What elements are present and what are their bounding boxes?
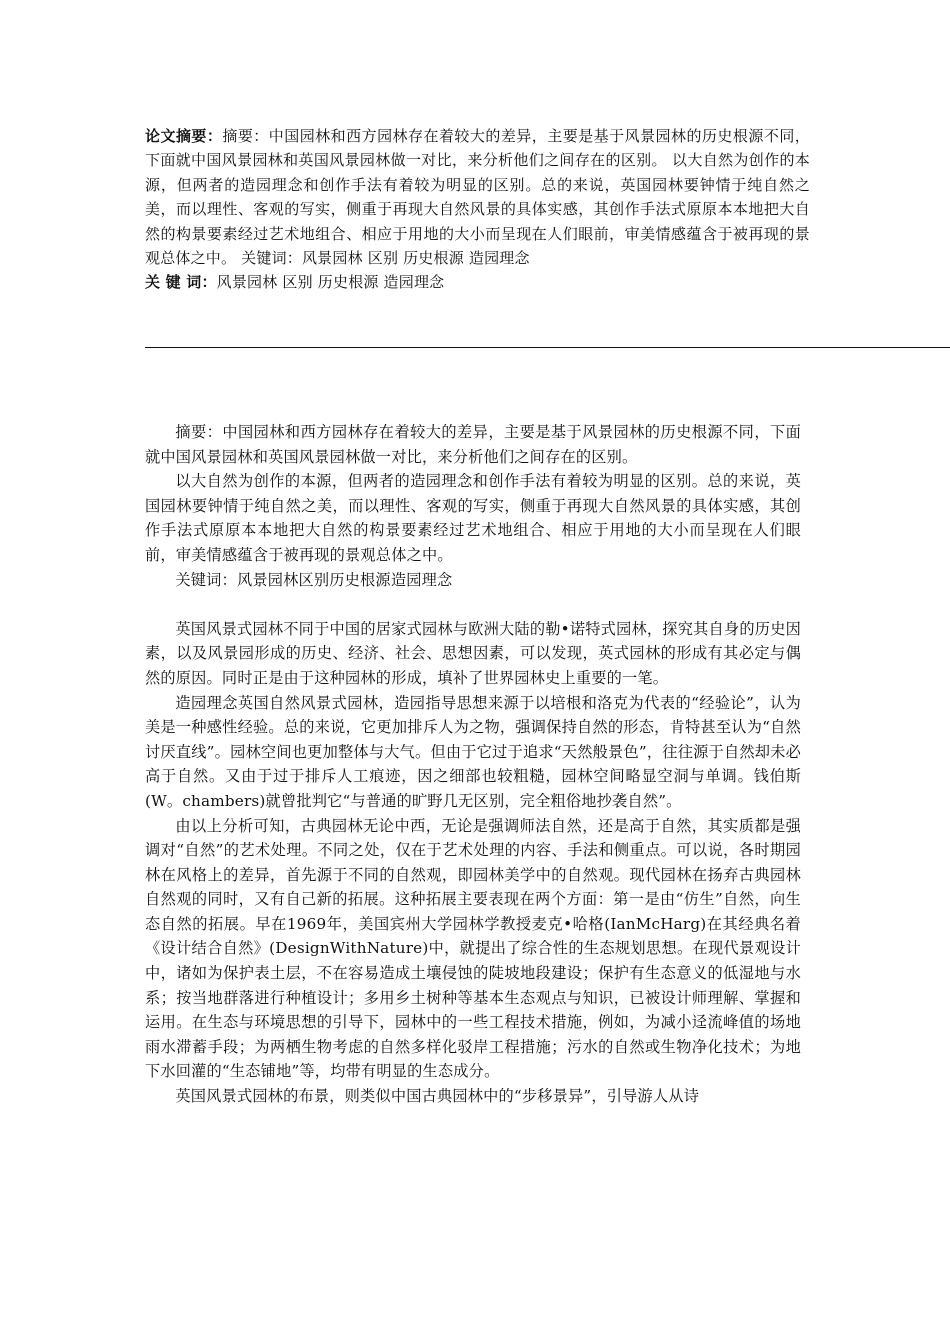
body-paragraph-abstract: 摘要：中国园林和西方园林存在着较大的差异，主要是基于风景园林的历史根源不同，下面就中国风景园林和英国风景园林做一对比，来分析他们之间存在的区别。 <box>145 423 801 466</box>
body-paragraph-design-concept: 造园理念英国自然风景式园林，造园指导思想来源于以培根和洛克为代表的“经验论”，认为美是一种感性经验。总的来说，它更加排斥人为之物，强调保持自然的形态，肯特甚至认为“自然讨厌直线”。园林空间也更加整体与大气。但由于它过于追求“天然般景色”，往往源于自然却未必高于自然。又由于过于排斥人工痕迹，因之细部也较粗糙，园林空间略显空洞与单调。钱伯斯(W。chambers)就曾批判它“与普通的旷野几无区别，完全粗俗地抄袭自然”。 <box>145 693 801 810</box>
keywords-line <box>145 270 810 294</box>
section-divider <box>145 347 950 348</box>
keywords-text: 风景园林 区别 历史根源 造园理念 <box>216 273 445 292</box>
keywords-label: 关 键 词： <box>145 273 217 292</box>
summary-text: 摘要：中国园林和西方园林存在着较大的差异，主要是基于风景园林的历史根源不同，下面就中国风景园林和英国风景园林做一对比，来分析他们之间存在的区别。 以大自然为创作的本源，但两者的造园理念和创作手法有着较为明显的区别。总的来说，英国园林要钟情于纯自然之美，而以理性、客观的写实，侧重于再现大自然风景的具体实感，其创作手法式原原本本地把大自然的构景要素经过艺术地组合、相应于用地的大小而呈现在人们眼前，审美情感蕴含于被再现的景观总体之中。 关键词：风景园林 区别 历史根源 造园理念 <box>145 127 810 268</box>
summary-paragraph <box>145 124 810 270</box>
body-paragraph-nature-view: 由以上分析可知，古典园林无论中西，无论是强调师法自然，还是高于自然，其实质都是强调对“自然”的艺术处理。不同之处，仅在于艺术处理的内容、手法和侧重点。可以说，各时期园林在风格上的差异，首先源于不同的自然观，即园林美学中的自然观。现代园林在扬弃古典园林自然观的同时，又有自己新的拓展。这种拓展主要表现在两个方面：第一是由“仿生”自然，向生态自然的拓展。早在1969年，美国宾州大学园林学教授麦克•哈格(IanMcHarg)在其经典名着《设计结合自然》(DesignWithNature)中，就提出了综合性的生态规划思想。在现代景观设计中，诸如为保护表土层，不在容易造成土壤侵蚀的陡坡地段建设；保护有生态意义的低湿地与水系；按当地群落进行种植设计；多用乡土树种等基本生态观点与知识，已被设计师理解、掌握和运用。在生态与环境思想的引导下，园林中的一些工程技术措施，例如，为减小迳流峰值的场地雨水滞蓄手段；为两栖生物考虑的自然多样化驳岸工程措施；污水的自然或生物净化技术；为地下水回灌的“生态铺地”等，均带有明显的生态成分。 <box>145 816 801 1081</box>
body-paragraph-intro: 英国风景式园林不同于中国的居家式园林与欧洲大陆的勒•诺特式园林，探究其自身的历史因素，以及风景园形成的历史、经济、社会、思想因素，可以发现，英式园林的形成有其必定与偶然的原因。同时正是由于这种园林的形成，填补了世界园林史上重要的一笔。 <box>145 619 801 687</box>
body-paragraph-abstract-continued: 以大自然为创作的本源，但两者的造园理念和创作手法有着较为明显的区别。总的来说，英国园林要钟情于纯自然之美，而以理性、客观的写实，侧重于再现大自然风景的具体实感，其创作手法式原原本本地把大自然的构景要素经过艺术地组合、相应于用地的大小而呈现在人们眼前，审美情感蕴含于被再现的景观总体之中。 <box>145 472 801 564</box>
body-text <box>145 420 801 1109</box>
summary-label: 论文摘要： <box>145 127 223 145</box>
body-paragraph-layout: 英国风景式园林的布景，则类似中国古典园林中的“步移景异”，引导游人从诗 <box>175 1087 700 1106</box>
body-paragraph-keywords: 关键词：风景园林区别历史根源造园理念 <box>175 570 453 589</box>
paper-summary <box>145 124 810 295</box>
